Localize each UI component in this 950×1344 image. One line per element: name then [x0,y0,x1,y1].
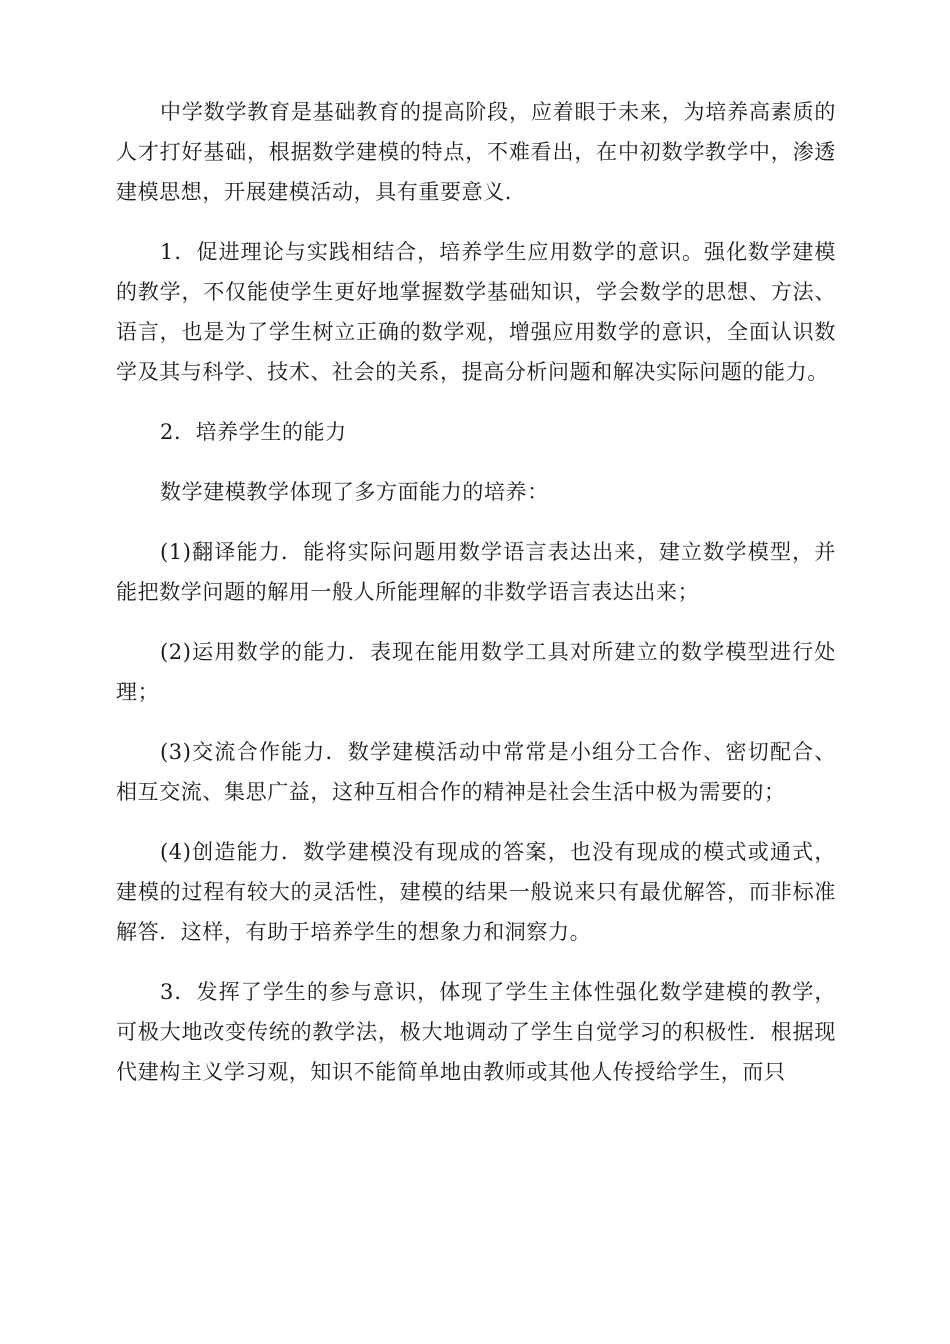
point-2-heading: 2．培养学生的能力 [160,420,347,444]
document-body [116,92,836,1112]
abilities-intro-paragraph: 数学建模教学体现了多方面能力的培养： [160,480,549,504]
point-3-paragraph: 3．发挥了学生的参与意识，体现了学生主体性强化数学建模的教学，可极大地改变传统的教学法，极大地调动了学生自觉学习的积极性．根据现代建构主义学习观，知识不能简单地由教师或其他人传授给学生，而只 [116,980,836,1084]
ability-translation-paragraph: (1)翻译能力．能将实际问题用数学语言表达出来，建立数学模型，并能把数学问题的解用一般人所能理解的非数学语言表达出来； [116,540,836,604]
ability-creativity-paragraph: (4)创造能力．数学建模没有现成的答案，也没有现成的模式或通式，建模的过程有较大的灵活性，建模的结果一般说来只有最优解答，而非标准解答．这样，有助于培养学生的想象力和洞察力。 [116,840,836,944]
point-1-paragraph: 1．促进理论与实践相结合，培养学生应用数学的意识。强化数学建模的教学，不仅能使学生更好地掌握数学基础知识，学会数学的思想、方法、语言，也是为了学生树立正确的数学观，增强应用数学的意识，全面认识数学及其与科学、技术、社会的关系，提高分析问题和解决实际问题的能力。 [116,240,836,384]
intro-paragraph: 中学数学教育是基础教育的提高阶段，应着眼于未来，为培养高素质的人才打好基础，根据数学建模的特点，不难看出，在中初数学教学中，渗透建模思想，开展建模活动，具有重要意义. [116,100,836,204]
ability-math-application-paragraph: (2)运用数学的能力．表现在能用数学工具对所建立的数学模型进行处理； [116,640,836,704]
ability-communication-paragraph: (3)交流合作能力．数学建模活动中常常是小组分工合作、密切配合、相互交流、集思广益，这种互相合作的精神是社会生活中极为需要的； [116,740,836,804]
